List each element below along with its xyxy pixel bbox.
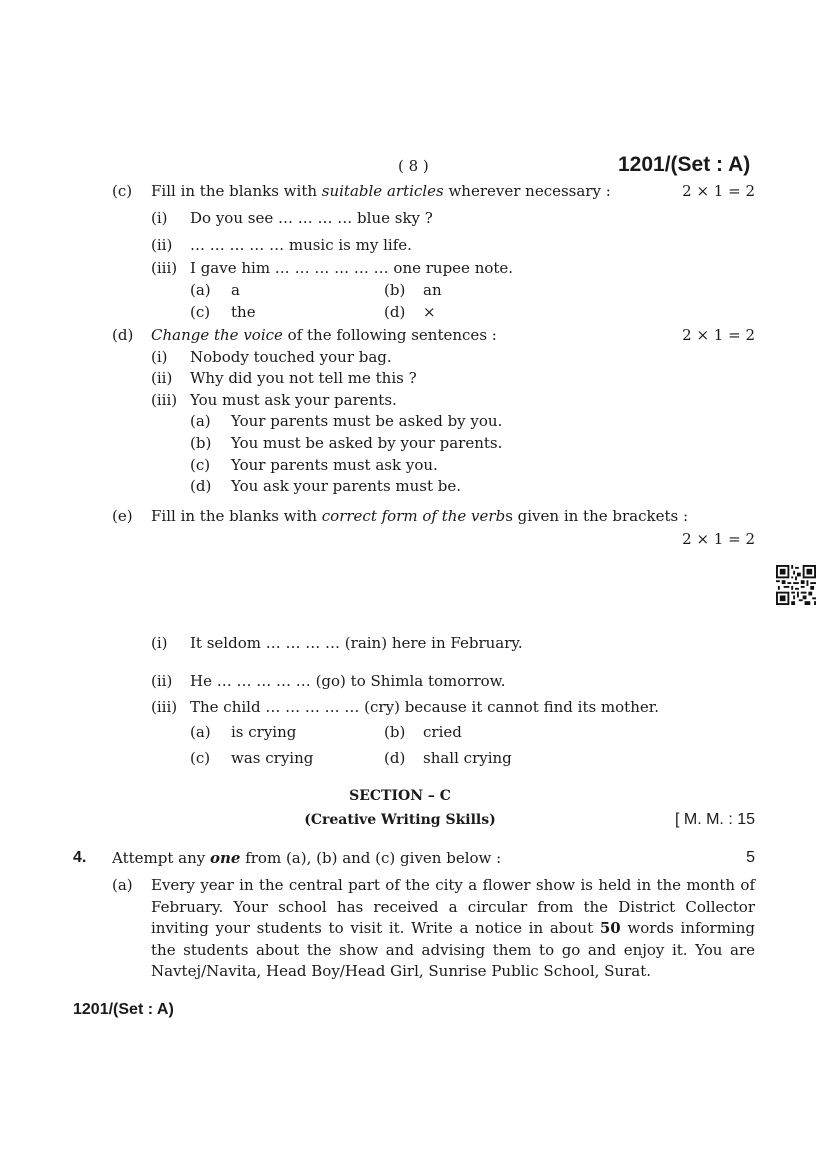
q-d-instruction: Change the voice of the following sentences :: [151, 326, 497, 344]
q-e-item-num: (ii): [151, 672, 173, 690]
q-c-option-num: (d): [384, 303, 406, 321]
q-c-option-num: (c): [190, 303, 211, 321]
q-c-option-text: a: [231, 281, 240, 299]
q-d-option-num: (d): [190, 477, 212, 495]
q-e-item-text: The child … … … … … (cry) because it cannot find its mother.: [190, 698, 660, 716]
q-e-item-num: (iii): [151, 698, 178, 716]
q-d-option-num: (c): [190, 456, 211, 474]
q-e-marks: 2 × 1 = 2: [682, 530, 755, 548]
q-e-option-num: (c): [190, 749, 211, 767]
paper-code-footer: 1201/(Set : A): [73, 1001, 174, 1018]
q-d-option-text: Your parents must ask you.: [231, 456, 438, 474]
q-c-option-text: an: [423, 281, 442, 299]
q-d-item-num: (iii): [151, 391, 178, 409]
q-c-option-num: (b): [384, 281, 406, 299]
section-title: SECTION – C: [349, 788, 451, 804]
q-e-item-text: He … … … … … (go) to Shimla tomorrow.: [190, 672, 506, 690]
q4-a-text: Every year in the central part of the city a flower show is held in the month of February. Your school has received a circular from the District Collector inviting your students to visit it. Write a notice in about 50 words informing the students about the show and advising them to go and enjoy it. You are Navtej/Navita, Head Boy/Head Girl, Sunrise Public School, Surat.: [151, 876, 755, 981]
q-d-item-text: Why did you not tell me this ?: [190, 369, 417, 387]
q-d-option-text: You must be asked by your parents.: [231, 434, 503, 452]
q-c-label: (c): [112, 182, 133, 200]
q4-instruction: Attempt any one from (a), (b) and (c) given below :: [112, 849, 502, 867]
q-c-item-num: (ii): [151, 236, 173, 254]
q-d-label: (d): [112, 326, 134, 344]
q-e-option-text: is crying: [231, 723, 297, 741]
q-c-option-num: (a): [190, 281, 211, 299]
section-subtitle: (Creative Writing Skills): [304, 812, 496, 828]
q-c-option-text: the: [231, 303, 256, 321]
q-d-item-num: (i): [151, 348, 168, 366]
q-e-option-text: cried: [423, 723, 462, 741]
q-c-item-text: I gave him … … … … … … one rupee note.: [190, 259, 514, 277]
paper-code-header: 1201/(Set : A): [618, 153, 751, 176]
q4-a-label: (a): [112, 876, 133, 894]
q-d-option-text: Your parents must be asked by you.: [231, 412, 503, 430]
section-marks: [ M. M. : 15: [674, 811, 755, 828]
q-e-option-text: was crying: [231, 749, 314, 767]
q-c-option-text: ×: [423, 303, 436, 321]
q-e-item-num: (i): [151, 634, 168, 652]
q-d-option-num: (a): [190, 412, 211, 430]
q-c-item-text: Do you see … … … … blue sky ?: [190, 209, 433, 227]
q-c-marks: 2 × 1 = 2: [682, 182, 755, 200]
q4-number: 4.: [73, 849, 87, 866]
q-c-item-num: (iii): [151, 259, 178, 277]
q-e-option-num: (d): [384, 749, 406, 767]
q-d-item-text: Nobody touched your bag.: [190, 348, 392, 366]
q-d-item-num: (ii): [151, 369, 173, 387]
q-e-item-text: It seldom … … … … (rain) here in February.: [190, 634, 523, 652]
q-c-item-num: (i): [151, 209, 168, 227]
q-d-item-text: You must ask your parents.: [190, 391, 397, 409]
q-d-option-num: (b): [190, 434, 212, 452]
q-c-instruction: Fill in the blanks with suitable articles wherever necessary :: [151, 182, 611, 200]
q-e-label: (e): [112, 507, 133, 525]
q-e-option-num: (b): [384, 723, 406, 741]
q4-marks: 5: [746, 849, 755, 866]
q-e-option-num: (a): [190, 723, 211, 741]
q-d-option-text: You ask your parents must be.: [231, 477, 462, 495]
q-c-item-text: … … … … … music is my life.: [190, 236, 412, 254]
q-e-option-text: shall crying: [423, 749, 512, 767]
q-d-marks: 2 × 1 = 2: [682, 326, 755, 344]
q-e-instruction: Fill in the blanks with correct form of the verbs given in the brackets :: [151, 507, 689, 525]
page-number: ( 8 ): [398, 157, 429, 175]
qr-code-icon: [776, 565, 816, 605]
